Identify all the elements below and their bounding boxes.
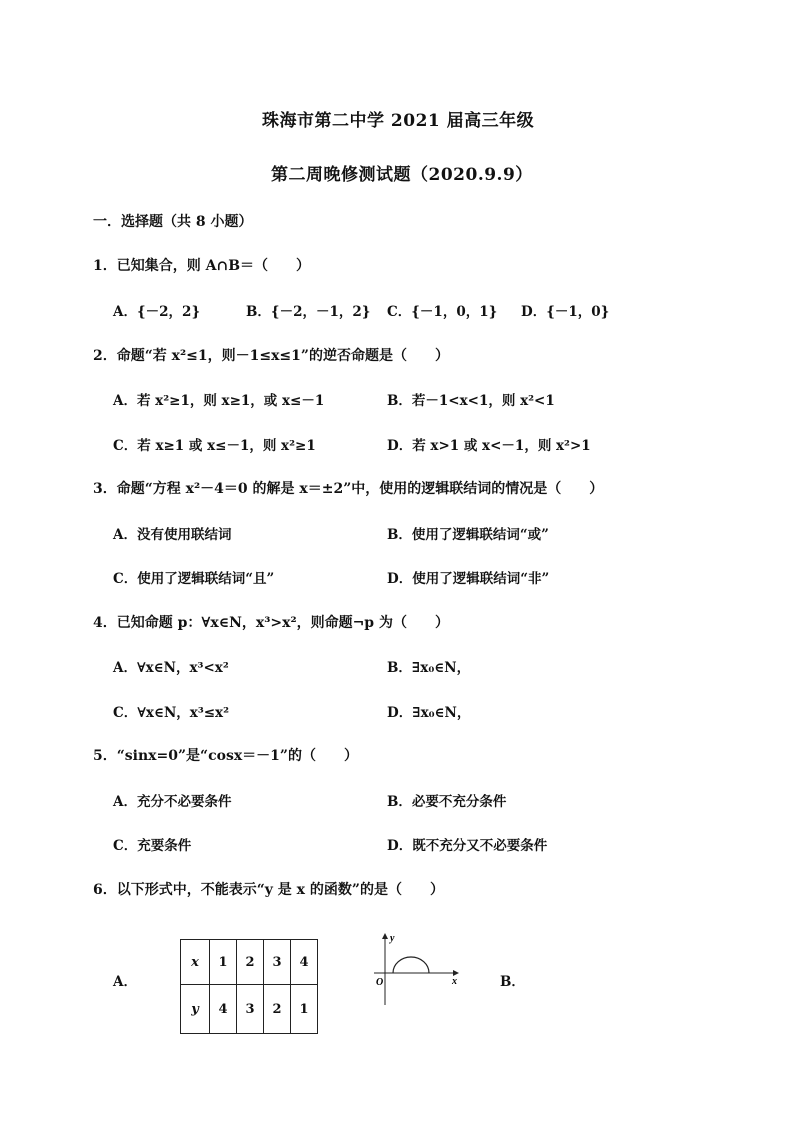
question-3-option-b: B．使用了逻辑联结词“或” <box>387 527 549 543</box>
question-6-option-a-label: A． <box>113 974 137 990</box>
semicircle-curve <box>393 957 429 973</box>
page-subtitle: 第二周晚修测试题（2020.9.9） <box>271 165 533 185</box>
question-5-option-c: C．充要条件 <box>113 838 192 854</box>
question-3-option-d: D．使用了逻辑联结词“非” <box>387 571 550 587</box>
question-5-stem: 5．“sinx=0”是“cosx＝－1”的（ ） <box>93 748 358 764</box>
question-4-option-b: B．∃x₀∈N， <box>387 660 471 676</box>
graph-x-label: x <box>452 976 457 987</box>
question-5-option-a: A．充分不必要条件 <box>113 794 232 810</box>
question-6-graph <box>370 930 470 1010</box>
question-3-option-a: A．没有使用联结词 <box>113 527 232 543</box>
question-1-stem: 1．已知集合，则 A∩B＝（ ） <box>93 258 311 274</box>
table-cell: 1 <box>210 940 237 985</box>
table-row-y <box>181 985 318 1034</box>
table-cell: 2 <box>264 985 291 1034</box>
question-3-stem: 3．命题“方程 x²－4＝0 的解是 x＝±2”中，使用的逻辑联结词的情况是（ ） <box>93 481 604 497</box>
section-heading: 一．选择题（共 8 小题） <box>93 214 253 230</box>
graph-origin-label: O <box>376 977 384 988</box>
question-6-stem: 6．以下形式中，不能表示“y 是 x 的函数”的是（ ） <box>93 882 444 898</box>
question-2-stem: 2．命题“若 x²≤1，则－1≤x≤1”的逆否命题是（ ） <box>93 348 449 364</box>
table-row-x <box>181 940 318 985</box>
question-4-option-d: D．∃x₀∈N， <box>387 705 471 721</box>
question-4-stem: 4．已知命题 p：∀x∈N，x³>x²，则命题¬p 为（ ） <box>93 615 449 631</box>
question-6-value-table <box>180 939 318 1034</box>
question-4-option-c: C．∀x∈N，x³≤x² <box>113 705 230 721</box>
graph-y-label: y <box>390 933 395 944</box>
table-cell: 3 <box>264 940 291 985</box>
question-2-option-d: D．若 x>1 或 x<－1，则 x²>1 <box>387 438 591 454</box>
table-cell: 3 <box>237 985 264 1034</box>
question-1-option-c: C．{－1，0，1} <box>387 304 498 320</box>
page-title: 珠海市第二中学 2021 届高三年级 <box>262 111 535 131</box>
table-cell: x <box>181 940 210 985</box>
question-3-option-c: C．使用了逻辑联结词“且” <box>113 571 275 587</box>
table-cell: 4 <box>210 985 237 1034</box>
question-4-option-a: A．∀x∈N，x³<x² <box>113 660 229 676</box>
table-cell: 4 <box>291 940 318 985</box>
question-2-option-a: A．若 x²≥1，则 x≥1，或 x≤－1 <box>113 393 325 409</box>
question-5-option-d: D．既不充分又不必要条件 <box>387 838 548 854</box>
question-1-option-d: D．{－1，0} <box>521 304 610 320</box>
table-cell: 2 <box>237 940 264 985</box>
question-6-option-b-label: B． <box>500 974 525 990</box>
table-cell: y <box>181 985 210 1034</box>
question-2-option-b: B．若－1<x<1，则 x²<1 <box>387 393 555 409</box>
question-1-option-a: A．{－2，2} <box>113 304 201 320</box>
question-1-option-b: B．{－2，－1，2} <box>246 304 371 320</box>
table-cell: 1 <box>291 985 318 1034</box>
question-2-option-c: C．若 x≥1 或 x≤－1，则 x²≥1 <box>113 438 316 454</box>
question-5-option-b: B．必要不充分条件 <box>387 794 507 810</box>
